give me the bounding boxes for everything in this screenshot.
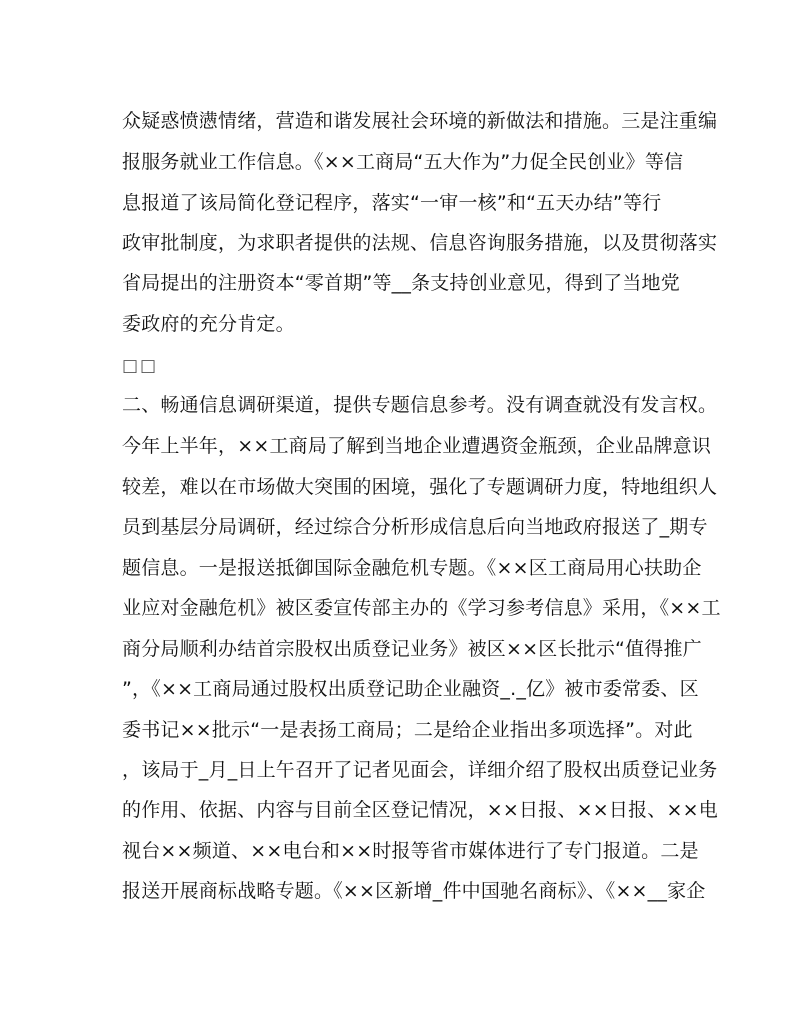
text-line: 息报道了该局简化登记程序，落实“一审一核”和“五天办结”等行	[122, 192, 662, 214]
text-line: ，该局于_月_日上午召开了记者见面会，详细介绍了股权出质登记业务	[122, 759, 718, 781]
placeholder-glyphs: □□	[122, 356, 159, 376]
text-line: 报服务就业工作信息。《××工商局“五大作为”力促全民创业》等信	[122, 151, 684, 173]
text-line: 政审批制度，为求职者提供的法规、信息咨询服务措施，以及贯彻落实	[122, 232, 718, 254]
text-line: 众疑惑愤懑情绪，营造和谐发展社会环境的新做法和措施。三是注重编	[122, 110, 718, 132]
text-line: 委书记××批示“一是表扬工商局；二是给企业指出多项选择”。对此	[122, 719, 693, 741]
text-line: 二、畅通信息调研渠道，提供专题信息参考。没有调查就没有发言权。	[122, 394, 718, 416]
text-line: 委政府的充分肯定。	[122, 313, 295, 335]
text-line: 的作用、依据、内容与目前全区登记情况，××日报、××日报、××电	[122, 799, 718, 821]
text-line: 业应对金融危机》被区委宣传部主办的《学习参考信息》采用，《××工	[122, 597, 721, 619]
text-line: 视台××频道、××电台和××时报等省市媒体进行了专门报道。二是	[122, 840, 699, 862]
text-line: 员到基层分局调研，经过综合分析形成信息后向当地政府报送了_期专	[122, 516, 708, 538]
text-line: 报送开展商标战略专题。《××区新增_件中国驰名商标》、《××__家企	[122, 880, 706, 902]
text-line: 省局提出的注册资本“零首期”等__条支持创业意见，得到了当地党	[122, 272, 680, 294]
text-line: 题信息。一是报送抵御国际金融危机专题。《××区工商局用心扶助企	[122, 557, 702, 579]
text-line: ”，《××工商局通过股权出质登记助企业融资_._亿》被市委常委、区	[122, 678, 699, 700]
text-line: 商分局顺利办结首宗股权出质登记业务》被区××区长批示“值得推广	[122, 638, 702, 660]
text-line: 今年上半年，××工商局了解到当地企业遭遇资金瓶颈，企业品牌意识	[122, 435, 712, 457]
text-line: 较差，难以在市场做大突围的困境，强化了专题调研力度，特地组织人	[122, 476, 718, 498]
